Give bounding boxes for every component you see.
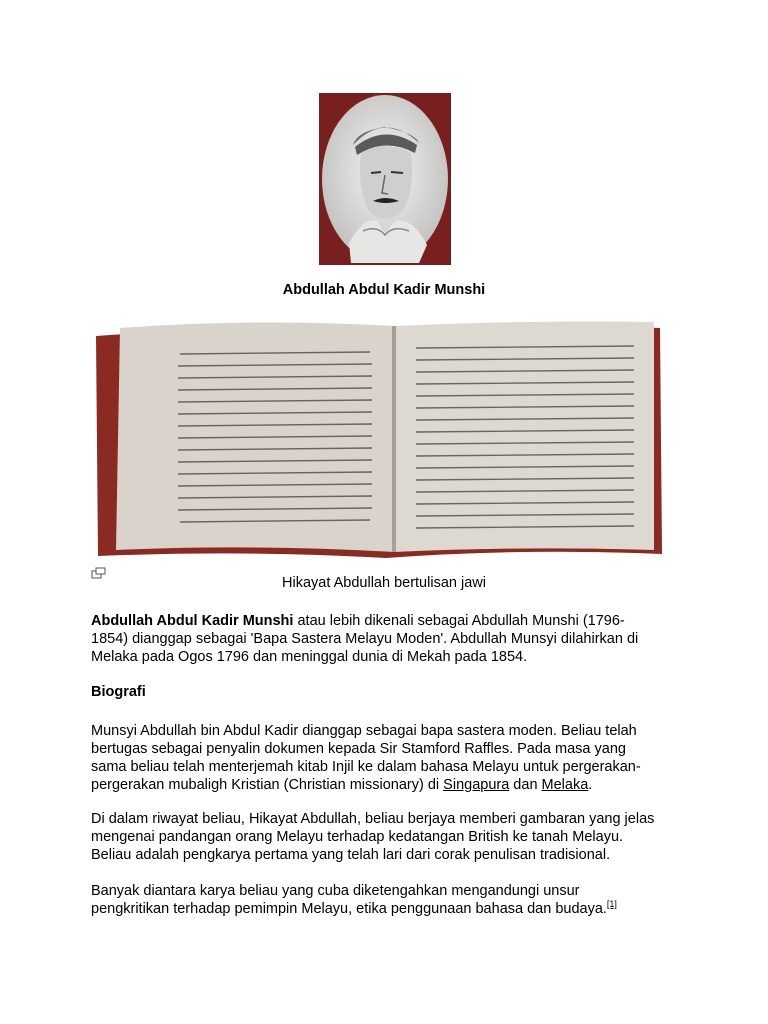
biografi-paragraph-1: [91, 722, 679, 794]
link-melaka[interactable]: Melaka: [541, 777, 589, 793]
para3-line3: Beliau adalah pengkarya pertama yang telah lari dari corak penulisan tradisional.: [91, 847, 611, 863]
heading-biografi: Biografi: [91, 684, 146, 700]
biografi-paragraph-2: [91, 810, 679, 864]
portrait-image: [319, 93, 451, 265]
link-singapura[interactable]: Singapura: [443, 777, 510, 793]
para2-line1: Munsyi Abdullah bin Abdul Kadir dianggap sebagai bapa sastera moden. Beliau telah: [91, 723, 637, 739]
intro-line1: atau lebih dikenali sebagai Abdullah Munshi (1796-: [293, 613, 625, 629]
manuscript-image: [94, 318, 664, 562]
intro-line3: Melaka pada Ogos 1796 dan meninggal dunia di Mekah pada 1854.: [91, 649, 528, 665]
reference-link[interactable]: [1]: [606, 899, 617, 910]
para2-line4: pergerakan mubaligh Kristian (Christian missionary) di: [91, 777, 444, 793]
intro-paragraph: [91, 612, 679, 666]
para2-and: dan: [509, 777, 542, 793]
para2-end: .: [588, 777, 593, 793]
para2-line3: sama beliau telah menterjemah kitab Injil ke dalam bahasa Melayu untuk pergerakan-: [91, 759, 641, 775]
manuscript-caption: Hikayat Abdullah bertulisan jawi: [282, 575, 486, 591]
para3-line1: Di dalam riwayat beliau, Hikayat Abdullah, beliau berjaya memberi gambaran yang jelas: [91, 811, 655, 827]
para2-line2: bertugas sebagai penyalin dokumen kepada Sir Stamford Raffles. Pada masa yang: [91, 741, 626, 757]
para4-line2: pengkritikan terhadap pemimpin Melayu, etika penggunaan bahasa dan budaya.: [91, 901, 607, 917]
intro-bold-name: Abdullah Abdul Kadir Munshi: [91, 613, 294, 629]
intro-line2: 1854) dianggap sebagai 'Bapa Sastera Melayu Moden'. Abdullah Munsyi dilahirkan di: [91, 631, 639, 647]
para3-line2: mengenai pandangan orang Melayu terhadap kedatangan British ke tanah Melayu.: [91, 829, 624, 845]
para4-line1: Banyak diantara karya beliau yang cuba diketengahkan mengandungi unsur: [91, 883, 580, 899]
biografi-paragraph-3: [91, 882, 679, 918]
portrait-caption: Abdullah Abdul Kadir Munshi: [282, 282, 486, 298]
